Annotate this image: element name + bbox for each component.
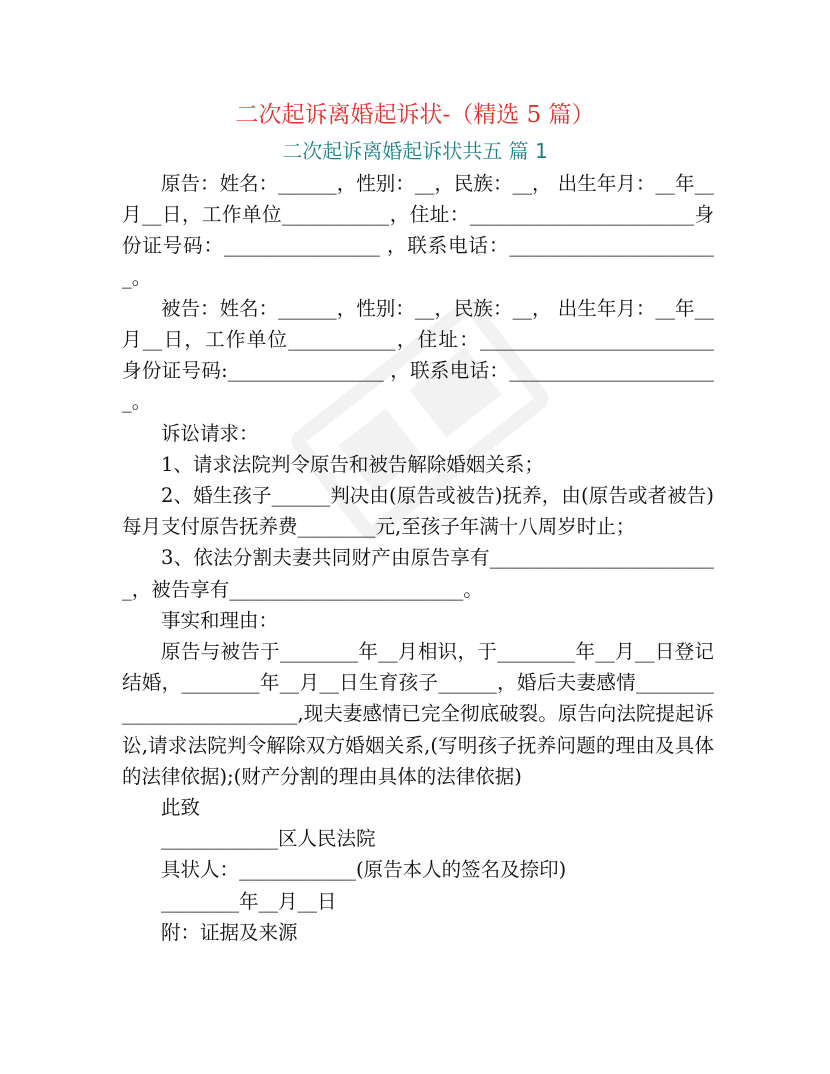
- document-subtitle: 二次起诉离婚起诉状共五 篇 1: [282, 139, 548, 163]
- claim-item-2: 2、婚生孩子______判决由(原告或被告)抚养，由(原告或者被告)每月支付原告抚养费________元,至孩子年满十八周岁时止；: [122, 484, 714, 539]
- defendant-info: 被告：姓名：______，性别：__，民族：__， 出生年月：__年__月__日，工作单位___________，住址：________________________身份证号码:________________ ，联系电话：______________________。: [122, 296, 714, 414]
- date-line: ________年__月__日: [161, 889, 337, 913]
- claim-item-3: 3、依法分割夫妻共同财产由原告享有________________________，被告享有________________________。: [122, 546, 714, 601]
- court-line: ____________区人民法院: [161, 827, 376, 851]
- claims-heading: 诉讼请求：: [161, 421, 259, 445]
- document-title: 二次起诉离婚起诉状-（精选 5 篇）: [235, 102, 595, 128]
- facts-body: 原告与被告于________年__月相识，于________年__月__日登记结婚，________年__月__日生育孩子______，婚后夫妻感情__________________________,现夫妻感情已完全彻底破裂。原告向法院提起诉讼,请求法院判令解除双方婚姻关系,(写明孩子抚养问题的理由及具体的法律依据);(财产分割的理由具体的法律依据): [122, 640, 714, 788]
- document-body: [122, 168, 714, 948]
- facts-heading: 事实和理由：: [161, 608, 279, 632]
- claim-item-1: 1、请求法院判令原告和被告解除婚姻关系；: [161, 452, 544, 476]
- salutation: 此致: [161, 796, 201, 820]
- attachment-line: 附：证据及来源: [161, 920, 298, 944]
- plaintiff-info: 原告：姓名：______，性别：__，民族：__， 出生年月：__年__月__日，工作单位___________，住址：_______________________身份证号码：________________ ，联系电话：______________________。: [122, 172, 714, 289]
- signer-line: 具状人：____________(原告本人的签名及捺印): [161, 858, 567, 882]
